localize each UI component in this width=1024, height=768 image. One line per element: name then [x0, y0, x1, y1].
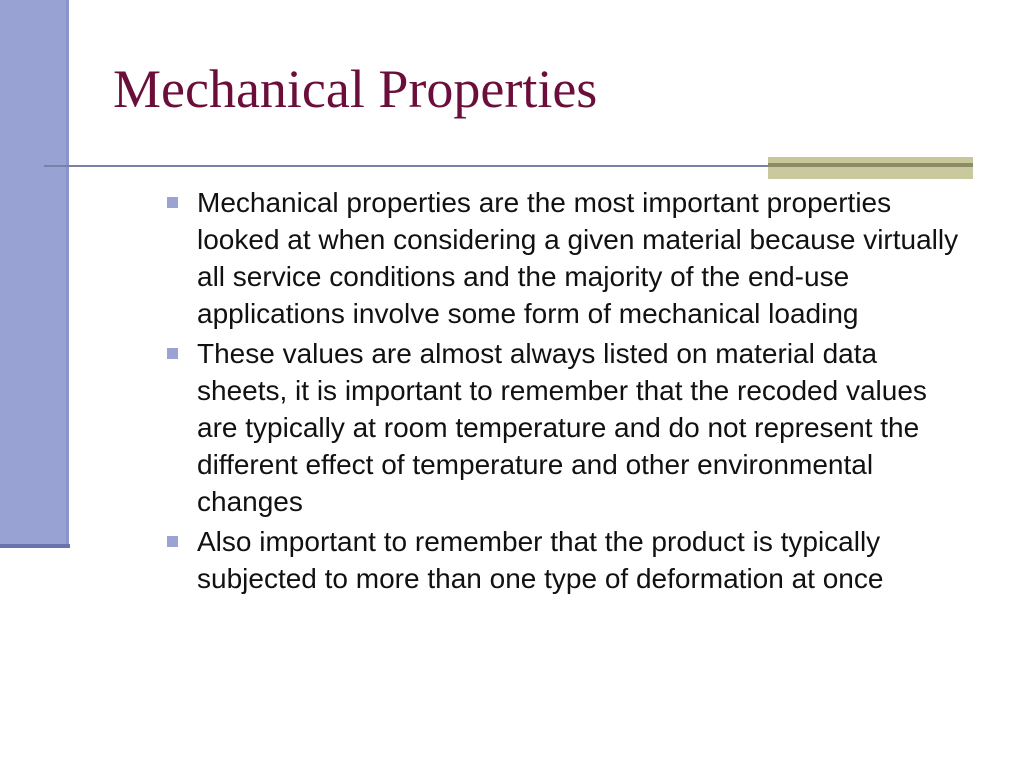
square-bullet-icon	[167, 536, 178, 547]
left-bar-edge-vertical	[66, 0, 69, 548]
left-bar-edge-bottom	[0, 544, 70, 548]
square-bullet-icon	[167, 197, 178, 208]
bullet-item	[163, 335, 963, 520]
bullet-item	[163, 523, 963, 597]
title-accent-block	[768, 157, 973, 180]
bullet-list	[163, 184, 963, 600]
slide-title: Mechanical Properties	[113, 59, 598, 119]
title-divider-line	[44, 165, 768, 167]
accent-stripe-bottom	[768, 167, 973, 179]
bullet-text: Also important to remember that the product is typically subjected to more than one type of deformation at once	[197, 526, 884, 594]
bullet-item	[163, 184, 963, 332]
bullet-text: These values are almost always listed on material data sheets, it is important to remember that the recoded values are typically at room temperature and do not represent the different effect of temperature and other environmental changes	[197, 338, 927, 517]
square-bullet-icon	[167, 348, 178, 359]
bullet-text: Mechanical properties are the most important properties looked at when considering a given material because virtually all service conditions and the majority of the end-use applications involve some form of mechanical loading	[197, 187, 959, 329]
left-decorative-bar	[0, 0, 68, 546]
